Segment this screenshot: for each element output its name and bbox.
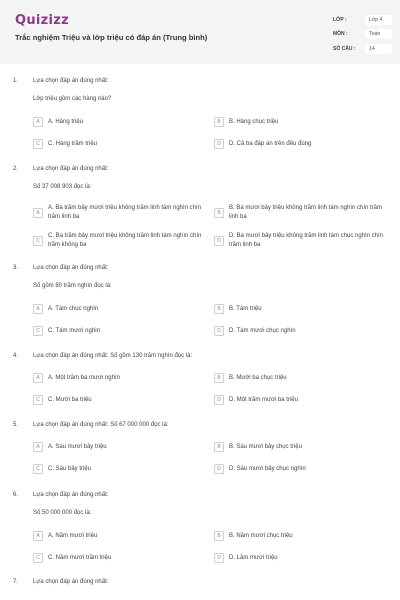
option-letter-box: A — [33, 208, 43, 218]
option-text: A. Hàng triệu — [48, 118, 84, 125]
option-text: A. Ba trăm bảy mươi triệu không trăm linh tám nghìn chín trăm linh ba — [48, 205, 202, 220]
option-letter-box: D — [214, 553, 224, 563]
option-a[interactable] — [33, 304, 98, 314]
option-a[interactable] — [33, 531, 97, 541]
meta-count-label: SỐ CÂU : — [333, 46, 356, 52]
option-b[interactable] — [214, 373, 287, 383]
option-letter-box: D — [214, 395, 224, 405]
option-c[interactable] — [33, 139, 97, 149]
option-letter-box: A — [33, 442, 43, 452]
option-letter-box: D — [214, 236, 224, 246]
option-text: C. Ba trăm bảy mươi triệu không trăm linh tám nghìn chín trăm không ba — [48, 233, 202, 248]
option-b[interactable] — [214, 204, 384, 221]
option-d[interactable] — [214, 232, 384, 249]
option-c[interactable] — [33, 232, 203, 249]
option-letter-box: B — [214, 373, 224, 383]
option-c[interactable] — [33, 464, 91, 474]
option-c[interactable] — [33, 553, 111, 563]
option-text: C. Năm mươi trăm triệu — [48, 554, 112, 561]
option-b[interactable] — [214, 304, 262, 314]
worksheet-header — [0, 0, 400, 64]
option-letter-box: C — [33, 395, 43, 405]
option-text: C. Hàng trăm triệu — [48, 140, 98, 147]
question-subtext: Số 50 000 000 đọc là: — [33, 510, 92, 516]
option-text: D. Một trăm mươi ba triệu — [229, 396, 298, 403]
question-number: 4. — [13, 353, 19, 359]
option-letter-box: A — [33, 117, 43, 127]
meta-subject-label: MÔN : — [333, 31, 348, 37]
option-text: B. Ba mươi bảy triệu không trăm linh tám nghìn chín trăm linh ba — [229, 205, 383, 220]
meta-grade-label: LỚP : — [333, 17, 347, 23]
question-subtext: Lớp triệu gồm các hàng nào? — [33, 96, 112, 102]
option-b[interactable] — [214, 442, 302, 452]
option-text: C. Tám mươi nghìn — [48, 327, 101, 334]
option-a[interactable] — [33, 373, 120, 383]
option-letter-box: C — [33, 139, 43, 149]
option-text: B. Tám triệu — [229, 305, 262, 312]
option-text: D. Sáu mươi bảy chục nghìn — [229, 465, 306, 472]
question-prompt: Lựa chọn đáp án đúng nhất: Số 67 000 000 đọc là: — [33, 422, 169, 428]
option-letter-box: D — [214, 326, 224, 336]
option-letter-box: B — [214, 117, 224, 127]
meta-count-value: 14 — [365, 44, 392, 54]
option-text: B. Mười ba chục triệu — [229, 374, 287, 381]
question-prompt: Lựa chọn đáp án đúng nhất: — [33, 492, 109, 498]
option-b[interactable] — [214, 117, 278, 127]
option-text: D. Cả ba đáp án trên đều đúng — [229, 140, 312, 147]
option-letter-box: A — [33, 531, 43, 541]
option-text: D. Ba mươi bảy triệu không trăm linh tám chục nghìn chín trăm linh ba — [229, 233, 384, 248]
option-text: A. Sáu mươi bảy triệu — [48, 443, 107, 450]
question-subtext: Số gồm 80 trăm nghìn đọc là: — [33, 283, 112, 289]
option-b[interactable] — [214, 531, 293, 541]
option-text: C. Mười ba triệu — [48, 396, 92, 403]
option-letter-box: D — [214, 464, 224, 474]
question-number: 6. — [13, 492, 19, 498]
option-letter-box: D — [214, 139, 224, 149]
question-number: 5. — [13, 422, 19, 428]
option-text: C. Sáu bảy triệu — [48, 465, 92, 472]
option-a[interactable] — [33, 204, 203, 221]
option-letter-box: C — [33, 553, 43, 563]
question-prompt: Lựa chọn đáp án đúng nhất: — [33, 166, 109, 172]
option-letter-box: B — [214, 304, 224, 314]
option-d[interactable] — [214, 139, 311, 149]
option-letter-box: A — [33, 304, 43, 314]
option-a[interactable] — [33, 117, 83, 127]
option-text: B. Năm mươi chục triệu — [229, 532, 293, 539]
option-c[interactable] — [33, 326, 100, 336]
question-number: 1. — [13, 78, 19, 84]
option-d[interactable] — [214, 326, 296, 336]
meta-subject-value: Toán — [365, 29, 392, 39]
option-text: B. Hàng chục triệu — [229, 118, 279, 125]
option-d[interactable] — [214, 553, 278, 563]
option-a[interactable] — [33, 442, 107, 452]
question-number: 3. — [13, 265, 19, 271]
option-c[interactable] — [33, 395, 92, 405]
question-prompt: Lựa chọn đáp án đúng nhất: — [33, 265, 109, 271]
option-letter-box: B — [214, 531, 224, 541]
option-letter-box: B — [214, 442, 224, 452]
option-text: A. Tám chục nghìn — [48, 305, 99, 312]
option-text: B. Sáu mươi bảy chục triệu — [229, 443, 302, 450]
question-number: 2. — [13, 166, 19, 172]
question-prompt: Lựa chọn đáp án đúng nhất: — [33, 78, 109, 84]
meta-grade-value: Lớp 4 — [365, 15, 392, 25]
option-d[interactable] — [214, 464, 306, 474]
question-subtext: Số 37 008 903 đọc là: — [33, 184, 92, 190]
option-text: A. Một trăm ba mươi nghìn — [48, 374, 120, 381]
question-number: 7. — [13, 579, 19, 585]
option-letter-box: C — [33, 326, 43, 336]
question-prompt: Lựa chọn đáp án đúng nhất: — [33, 579, 109, 585]
option-letter-box: C — [33, 464, 43, 474]
worksheet-title: Trắc nghiệm Triệu và lớp triệu có đáp án (Trung bình) — [15, 33, 208, 42]
option-text: A. Năm mươi triệu — [48, 532, 98, 539]
option-letter-box: B — [214, 208, 224, 218]
option-d[interactable] — [214, 395, 298, 405]
option-letter-box: A — [33, 373, 43, 383]
option-letter-box: C — [33, 236, 43, 246]
option-text: D. Tám mươi chục nghìn — [229, 327, 296, 334]
quizizz-logo: Quizizz — [15, 13, 70, 28]
option-text: D. Lăm mươi triệu — [229, 554, 278, 561]
question-prompt: Lựa chọn đáp án đúng nhất: Số gồm 130 trăm nghìn đọc là: — [33, 353, 193, 359]
